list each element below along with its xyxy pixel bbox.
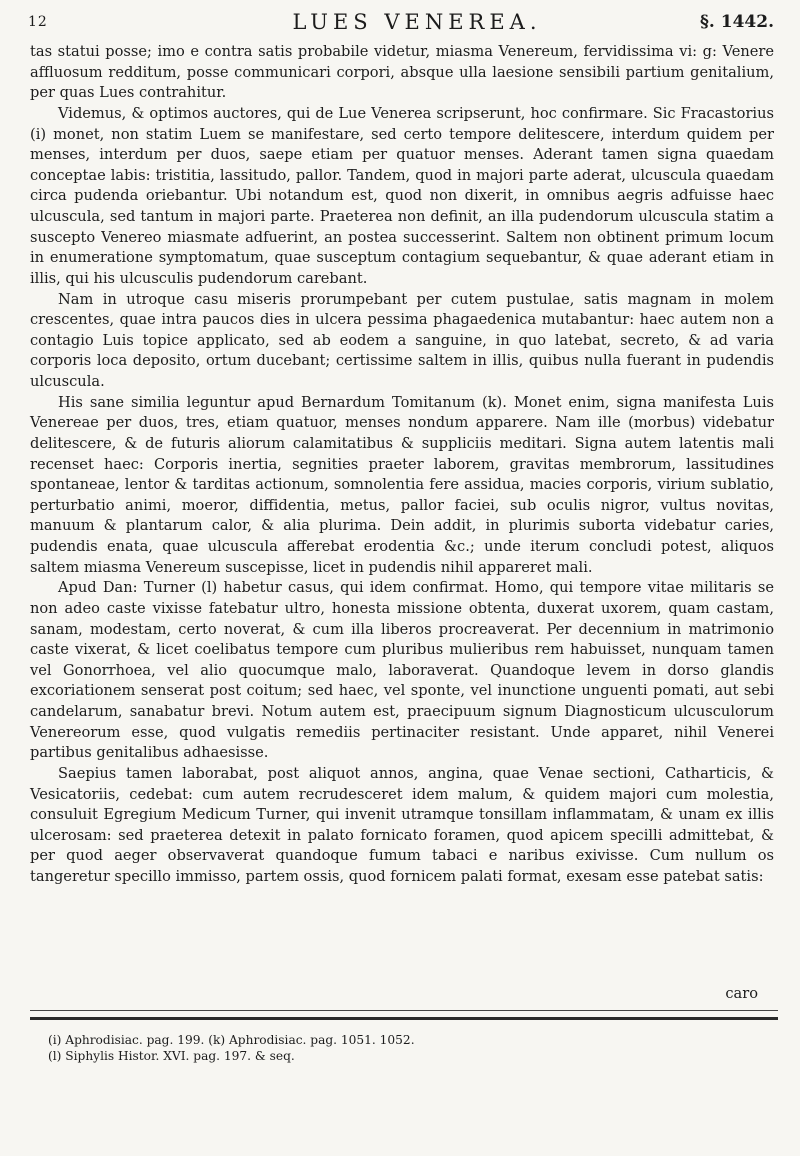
paragraph: tas statui posse; imo e contra satis probabile videtur, miasma Venereum, fervidissima vi: g: Venere affluosum redditum, posse communicari corpori, absque ulla laesione sensibili partium genitalium, per quas Lues contrahitur. [30,43,774,102]
footnote-line: (i) Aphrodisiac. pag. 199. (k) Aphrodisiac. pag. 1051. 1052. [48,1033,415,1047]
catchword: caro [725,985,758,1002]
footnote-line: (l) Siphylis Histor. XVI. pag. 197. & seq. [48,1049,295,1063]
paragraph: Apud Dan: Turner (l) habetur casus, qui idem confirmat. Homo, qui tempore vitae militaris se non adeo caste vixisse fatebatur ultro, honesta missione obtenta, duxerat uxorem, quam castam, sanam, modestam, certo noverat, & cum illa liberos procreaverat. Per decennium in matrimonio caste vixerat, & licet coelibatus tempore cum pluribus mulieribus rem habuisset, nunquam tamen vel Gonorrhoea, vel alio quocumque malo, laboraverat. Quandoque levem in dorso glandis excoriationem senserat post coitum; sed haec, vel sponte, vel inunctione unguenti pomati, aut sebi candelarum, sanabatur brevi. Notum autem est, praecipuum signum Diagnosticum ulcusculorum Venereorum esse, quod vulgatis remediis pertinaciter resistant. Unde apparet, nihil Venerei partibus genitalibus adhaesisse. [30,579,774,762]
section-number: §. 1442. [700,12,774,32]
footnote-rule-thin [30,1010,778,1011]
running-title: LUES VENEREA. [292,10,542,34]
paragraph: Videmus, & optimos auctores, qui de Lue Venerea scripserunt, hoc confirmare. Sic Fracastorius (i) monet, non statim Luem se manifestare, sed certo tempore delitescere, interdum quidem per menses, interdum per duos, saepe etiam per quatuor menses. Aderant tamen signa quaedam conceptae labis: tristitia, lassitudo, pallor. Tandem, quod in majori parte aderat, ulcuscula quaedam circa pudenda oriebantur. Ubi notandum est, quod non dixerit, in omnibus aegris adfuisse haec ulcuscula, sed tantum in majori parte. Praeterea non definit, an illa pudendorum ulcuscula statim a suscepto Venereo miasmate adfuerint, an postea successerint. Saltem non obtinent primum locum in enumeratione symptomatum, quae susceptum contagium sequebantur, & quae aderant etiam in illis, qui his ulcusculis pudendorum carebant. [30,104,774,287]
paragraph: Nam in utroque casu miseris prorumpebant per cutem pustulae, satis magnam in molem crescentes, quae intra paucos dies in ulcera pessima phagaedenica mutabantur: haec autem non a contagio Luis topice applicato, sed ab eodem a sanguine, in quo latebat, secreto, & ad varia corporis loca deposito, ortum ducebant; certissime saltem in illis, quibus nulla fuerant in pudendis ulcuscula. [30,290,774,390]
paragraph: Saepius tamen laborabat, post aliquot annos, angina, quae Venae sectioni, Catharticis, & Vesicatoriis, cedebat: cum autem recrudesceret idem malum, & quidem majori cum molestia, consuluit Egregium Medicum Turner, qui invenit utramque tonsillam inflammatam, & unam ex illis ulcerosam: sed praeterea detexit in palato fornicato foramen, quod apicem specilli admittebat, & per quod aeger observaverat quandoque fumum tabaci e naribus exivisse. Cum nullum os tangeretur specillo immisso, partem ossis, quod fornicem palati format, exesam esse patebat satis: [30,764,774,885]
page-header [28,10,776,36]
footnotes [48,1032,768,1064]
footnote-rule-thick [30,1017,778,1020]
page-number: 12 [28,14,48,30]
page-body [30,42,774,888]
paragraph: His sane similia leguntur apud Bernardum Tomitanum (k). Monet enim, signa manifesta Luis Venereae per duos, tres, etiam quatuor, menses nondum apparere. Nam ille (morbus) videbatur delitescere, & de futuris aliorum calamitatibus & suppliciis meditari. Signa autem latentis mali recenset haec: Corporis inertia, segnities praeter laborem, gravitas membrorum, lassitudines spontaneae, lentor & tarditas actionum, somnolentia fere assidua, macies corporis, virium sublatio, perturbatio animi, moeror, diffidentia, metus, pallor faciei, sub oculis nigror, vultus novitas, manuum & plantarum calor, & alia plurima. Dein addit, in plurimis suborta videbatur caries, pudendis enata, quae ulcuscula afferebat erodentia &c.; unde iterum concludi potest, aliquos saltem miasma Venereum suscepisse, licet in pudendis nihil appareret mali. [30,393,774,576]
